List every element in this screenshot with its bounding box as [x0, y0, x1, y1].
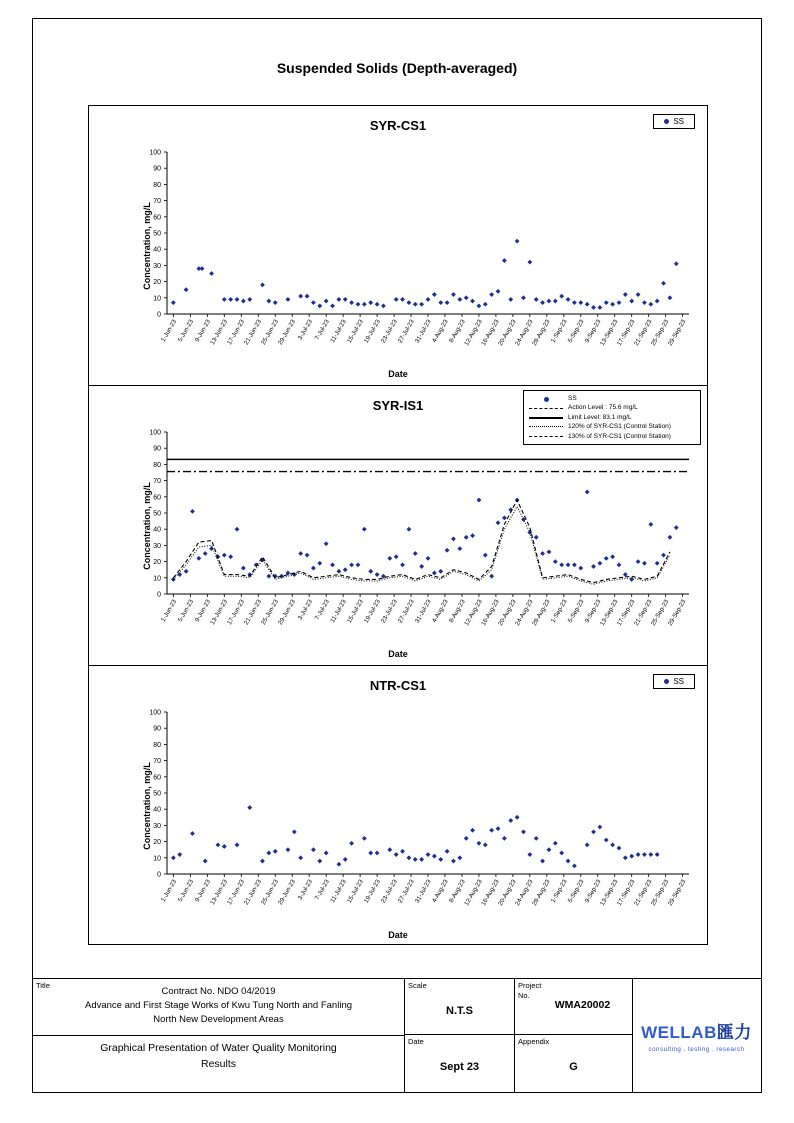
svg-text:29-Sep-23: 29-Sep-23: [666, 318, 688, 348]
svg-text:29-Sep-23: 29-Sep-23: [666, 598, 688, 628]
svg-text:9-Sep-23: 9-Sep-23: [583, 598, 603, 625]
svg-text:21-Sep-23: 21-Sep-23: [632, 878, 654, 908]
svg-text:15-Jul-23: 15-Jul-23: [345, 318, 365, 345]
svg-text:9-Jun-23: 9-Jun-23: [193, 598, 213, 624]
svg-text:13-Sep-23: 13-Sep-23: [598, 598, 620, 628]
svg-text:90: 90: [153, 445, 161, 453]
company-logo: [632, 979, 760, 1092]
svg-text:23-Jul-23: 23-Jul-23: [379, 878, 399, 905]
svg-text:20-Aug-23: 20-Aug-23: [497, 598, 518, 628]
appendix-cell: [515, 1035, 633, 1092]
svg-text:13-Sep-23: 13-Sep-23: [598, 318, 620, 348]
scale-value: N.T.S: [446, 1005, 473, 1017]
contract-line-3: North New Development Areas: [153, 1013, 284, 1025]
svg-text:80: 80: [153, 741, 161, 749]
svg-text:20: 20: [153, 839, 161, 847]
svg-text:13-Jun-23: 13-Jun-23: [209, 318, 230, 347]
legend-label-2: Limit Level: 83.1 mg/L: [568, 413, 632, 421]
svg-text:21-Jun-23: 21-Jun-23: [242, 878, 263, 907]
svg-text:30: 30: [153, 822, 161, 830]
svg-text:12-Aug-23: 12-Aug-23: [463, 318, 484, 348]
svg-text:13-Sep-23: 13-Sep-23: [598, 878, 620, 908]
company-name-wrap: [641, 1018, 752, 1043]
svg-text:90: 90: [153, 165, 161, 173]
legend-label-1: Action Level : 75.6 mg/L: [568, 404, 638, 412]
date-label: Date: [408, 1037, 424, 1046]
svg-text:11-Jul-23: 11-Jul-23: [329, 318, 348, 344]
svg-text:16-Aug-23: 16-Aug-23: [480, 318, 501, 348]
appendix-value: G: [569, 1061, 578, 1073]
svg-text:19-Jul-23: 19-Jul-23: [362, 598, 382, 625]
drawing-title: [33, 1041, 404, 1073]
svg-text:20-Aug-23: 20-Aug-23: [497, 318, 518, 348]
x-axis-label-3: Date: [388, 930, 408, 940]
svg-text:0: 0: [157, 311, 161, 319]
legend-solid-line-icon: [529, 414, 563, 421]
svg-text:0: 0: [157, 591, 161, 599]
plot-area-1: [89, 106, 709, 386]
svg-text:7-Jul-23: 7-Jul-23: [313, 598, 331, 622]
y-axis-label-1: Concentration, mg/L: [141, 201, 152, 290]
svg-text:1-Sep-23: 1-Sep-23: [549, 318, 569, 345]
svg-text:21-Sep-23: 21-Sep-23: [632, 598, 654, 628]
svg-text:17-Jun-23: 17-Jun-23: [226, 878, 247, 907]
svg-text:23-Jul-23: 23-Jul-23: [379, 598, 399, 625]
svg-text:3-Jul-23: 3-Jul-23: [296, 318, 314, 342]
svg-text:12-Aug-23: 12-Aug-23: [463, 878, 484, 908]
svg-text:23-Jul-23: 23-Jul-23: [379, 318, 399, 345]
legend-marker-icon: [664, 119, 669, 124]
y-axis-label-2: Concentration, mg/L: [141, 481, 152, 570]
svg-text:8-Aug-23: 8-Aug-23: [447, 598, 467, 625]
svg-text:8-Aug-23: 8-Aug-23: [447, 878, 467, 905]
svg-text:3-Jul-23: 3-Jul-23: [296, 878, 314, 902]
svg-text:9-Sep-23: 9-Sep-23: [583, 318, 603, 345]
legend-label-0: SS: [568, 395, 577, 402]
svg-text:16-Aug-23: 16-Aug-23: [480, 878, 501, 908]
svg-text:30: 30: [153, 262, 161, 270]
contract-info: [33, 985, 404, 1026]
page-title: Suspended Solids (Depth-averaged): [276, 60, 518, 76]
svg-text:17-Sep-23: 17-Sep-23: [615, 878, 637, 908]
legend-chart-1: [653, 114, 695, 129]
svg-text:29-Jun-23: 29-Jun-23: [276, 878, 297, 907]
svg-text:1-Sep-23: 1-Sep-23: [549, 598, 569, 625]
svg-text:5-Jun-23: 5-Jun-23: [176, 878, 196, 904]
svg-text:5-Sep-23: 5-Sep-23: [566, 598, 586, 625]
svg-text:31-Jul-23: 31-Jul-23: [413, 318, 433, 345]
svg-text:15-Jul-23: 15-Jul-23: [345, 598, 365, 625]
svg-text:1-Jun-23: 1-Jun-23: [159, 318, 179, 344]
svg-text:29-Sep-23: 29-Sep-23: [666, 878, 688, 908]
svg-text:31-Jul-23: 31-Jul-23: [413, 878, 433, 905]
svg-text:50: 50: [153, 230, 161, 238]
y-axis-label-3: Concentration, mg/L: [141, 762, 152, 850]
title-divider: [33, 1035, 404, 1036]
svg-text:80: 80: [153, 461, 161, 469]
svg-text:5-Sep-23: 5-Sep-23: [566, 318, 586, 345]
date-cell: [405, 1035, 515, 1092]
svg-text:9-Jun-23: 9-Jun-23: [193, 318, 213, 344]
legend-dotted-line-icon: [529, 423, 563, 430]
legend-row-action-level: [529, 403, 695, 412]
svg-text:28-Aug-23: 28-Aug-23: [531, 598, 552, 628]
svg-text:9-Jun-23: 9-Jun-23: [193, 878, 213, 904]
svg-text:20-Aug-23: 20-Aug-23: [497, 878, 518, 908]
svg-text:10: 10: [153, 855, 161, 863]
legend-chart-3: [653, 674, 695, 689]
svg-text:10: 10: [153, 295, 161, 303]
svg-text:70: 70: [153, 758, 161, 766]
svg-text:40: 40: [153, 246, 161, 254]
legend-chart-2: [523, 390, 701, 445]
svg-text:1-Jun-23: 1-Jun-23: [159, 598, 179, 624]
chart-title-2: SYR-IS1: [372, 398, 424, 413]
company-tagline: consulting . testing . research: [648, 1046, 745, 1053]
svg-text:4-Aug-23: 4-Aug-23: [430, 598, 450, 625]
legend-marker-icon: [529, 395, 563, 402]
chart-panel-syr-is1: [89, 386, 707, 666]
svg-text:15-Jul-23: 15-Jul-23: [345, 878, 365, 905]
svg-text:4-Aug-23: 4-Aug-23: [430, 318, 450, 345]
svg-text:80: 80: [153, 181, 161, 189]
legend-label-ss: SS: [673, 677, 684, 686]
svg-text:21-Jun-23: 21-Jun-23: [242, 318, 263, 347]
svg-text:9-Sep-23: 9-Sep-23: [583, 878, 603, 905]
title-label: Title: [36, 981, 50, 990]
svg-text:60: 60: [153, 214, 161, 222]
legend-row-120pct: [529, 422, 695, 431]
svg-text:21-Jun-23: 21-Jun-23: [242, 598, 263, 627]
svg-text:7-Jul-23: 7-Jul-23: [313, 318, 331, 342]
company-name-cn: 匯力: [716, 1023, 752, 1042]
svg-text:27-Jul-23: 27-Jul-23: [396, 598, 416, 625]
svg-text:5-Sep-23: 5-Sep-23: [566, 878, 586, 905]
plot-area-3: [89, 666, 709, 946]
svg-text:100: 100: [149, 429, 161, 437]
project-no-value: WMA20002: [554, 999, 611, 1011]
chart-title-3: NTR-CS1: [369, 678, 427, 693]
scale-label: Scale: [408, 981, 427, 990]
svg-text:17-Jun-23: 17-Jun-23: [226, 598, 247, 627]
svg-text:24-Aug-23: 24-Aug-23: [514, 598, 535, 628]
legend-row-limit-level: [529, 413, 695, 422]
scale-cell: [405, 979, 515, 1035]
svg-text:11-Jul-23: 11-Jul-23: [329, 598, 348, 624]
svg-text:17-Sep-23: 17-Sep-23: [615, 598, 637, 628]
drawing-title-line-1: Graphical Presentation of Water Quality Monitoring: [100, 1042, 337, 1054]
svg-text:25-Jun-23: 25-Jun-23: [259, 878, 280, 907]
svg-text:13-Jun-23: 13-Jun-23: [209, 878, 230, 907]
legend-label-4: 130% of SYR-CS1 (Control Station): [568, 432, 671, 440]
svg-text:31-Jul-23: 31-Jul-23: [413, 598, 433, 625]
svg-text:50: 50: [153, 790, 161, 798]
svg-text:8-Aug-23: 8-Aug-23: [447, 318, 467, 345]
legend-row-130pct: [529, 432, 695, 441]
svg-text:17-Jun-23: 17-Jun-23: [226, 318, 247, 347]
project-no-cell: [515, 979, 633, 1035]
svg-text:100: 100: [149, 709, 161, 717]
project-label-1: Project: [518, 981, 542, 990]
svg-text:27-Jul-23: 27-Jul-23: [396, 878, 416, 905]
legend-dashed-line-icon: [529, 433, 563, 440]
svg-text:1-Sep-23: 1-Sep-23: [549, 878, 569, 905]
svg-text:25-Jun-23: 25-Jun-23: [259, 598, 280, 627]
svg-text:100: 100: [149, 149, 161, 157]
svg-text:5-Jun-23: 5-Jun-23: [176, 598, 196, 624]
company-name: WELLAB: [641, 1023, 717, 1042]
svg-text:50: 50: [153, 510, 161, 518]
x-axis-label-2: Date: [388, 649, 408, 659]
svg-text:20: 20: [153, 279, 161, 287]
svg-text:30: 30: [153, 542, 161, 550]
svg-text:20: 20: [153, 559, 161, 567]
svg-text:12-Aug-23: 12-Aug-23: [463, 598, 484, 628]
svg-text:11-Jul-23: 11-Jul-23: [329, 878, 348, 904]
svg-text:25-Sep-23: 25-Sep-23: [649, 878, 671, 908]
svg-text:10: 10: [153, 575, 161, 583]
drawing-title-line-2: Results: [200, 1057, 236, 1070]
svg-text:29-Jun-23: 29-Jun-23: [276, 598, 297, 627]
svg-text:28-Aug-23: 28-Aug-23: [531, 878, 552, 908]
svg-text:25-Jun-23: 25-Jun-23: [259, 318, 280, 347]
svg-text:25-Sep-23: 25-Sep-23: [649, 598, 671, 628]
title-cell: [33, 979, 405, 1092]
legend-marker-icon: [664, 679, 669, 684]
svg-text:16-Aug-23: 16-Aug-23: [480, 598, 501, 628]
charts-container: [88, 105, 708, 945]
svg-text:19-Jul-23: 19-Jul-23: [362, 318, 382, 345]
svg-text:27-Jul-23: 27-Jul-23: [396, 318, 416, 345]
legend-label-ss: SS: [673, 117, 684, 126]
contract-line-2: Advance and First Stage Works of Kwu Tung North and Fanling: [84, 999, 353, 1011]
svg-text:60: 60: [153, 494, 161, 502]
svg-text:19-Jul-23: 19-Jul-23: [362, 878, 382, 905]
chart-panel-ntr-cs1: [89, 666, 707, 946]
contract-line-1: Contract No. NDO 04/2019: [161, 986, 276, 997]
svg-text:0: 0: [157, 871, 161, 879]
svg-text:40: 40: [153, 526, 161, 534]
svg-text:29-Jun-23: 29-Jun-23: [276, 318, 297, 347]
svg-text:17-Sep-23: 17-Sep-23: [615, 318, 637, 348]
svg-text:7-Jul-23: 7-Jul-23: [313, 878, 331, 902]
legend-dashdot-line-icon: [529, 405, 563, 412]
svg-text:24-Aug-23: 24-Aug-23: [514, 318, 535, 348]
svg-text:90: 90: [153, 725, 161, 733]
svg-text:1-Jun-23: 1-Jun-23: [159, 878, 179, 904]
chart-title-1: SYR-CS1: [369, 118, 427, 133]
project-label-2: No.: [518, 991, 530, 1000]
legend-label-3: 120% of SYR-CS1 (Control Station): [568, 423, 671, 431]
legend-row-ss: [529, 394, 695, 403]
chart-panel-syr-cs1: [89, 106, 707, 386]
svg-text:21-Sep-23: 21-Sep-23: [632, 318, 654, 348]
svg-text:25-Sep-23: 25-Sep-23: [649, 318, 671, 348]
svg-text:3-Jul-23: 3-Jul-23: [296, 598, 314, 622]
svg-text:5-Jun-23: 5-Jun-23: [176, 318, 196, 344]
svg-text:13-Jun-23: 13-Jun-23: [209, 598, 230, 627]
title-block: [33, 978, 761, 1092]
svg-text:70: 70: [153, 478, 161, 486]
x-axis-label-1: Date: [388, 369, 408, 379]
svg-text:4-Aug-23: 4-Aug-23: [430, 878, 450, 905]
svg-text:40: 40: [153, 806, 161, 814]
svg-text:24-Aug-23: 24-Aug-23: [514, 878, 535, 908]
date-value: Sept 23: [439, 1061, 480, 1073]
svg-text:28-Aug-23: 28-Aug-23: [531, 318, 552, 348]
appendix-label: Appendix: [518, 1037, 550, 1046]
svg-text:70: 70: [153, 198, 161, 206]
svg-text:60: 60: [153, 774, 161, 782]
